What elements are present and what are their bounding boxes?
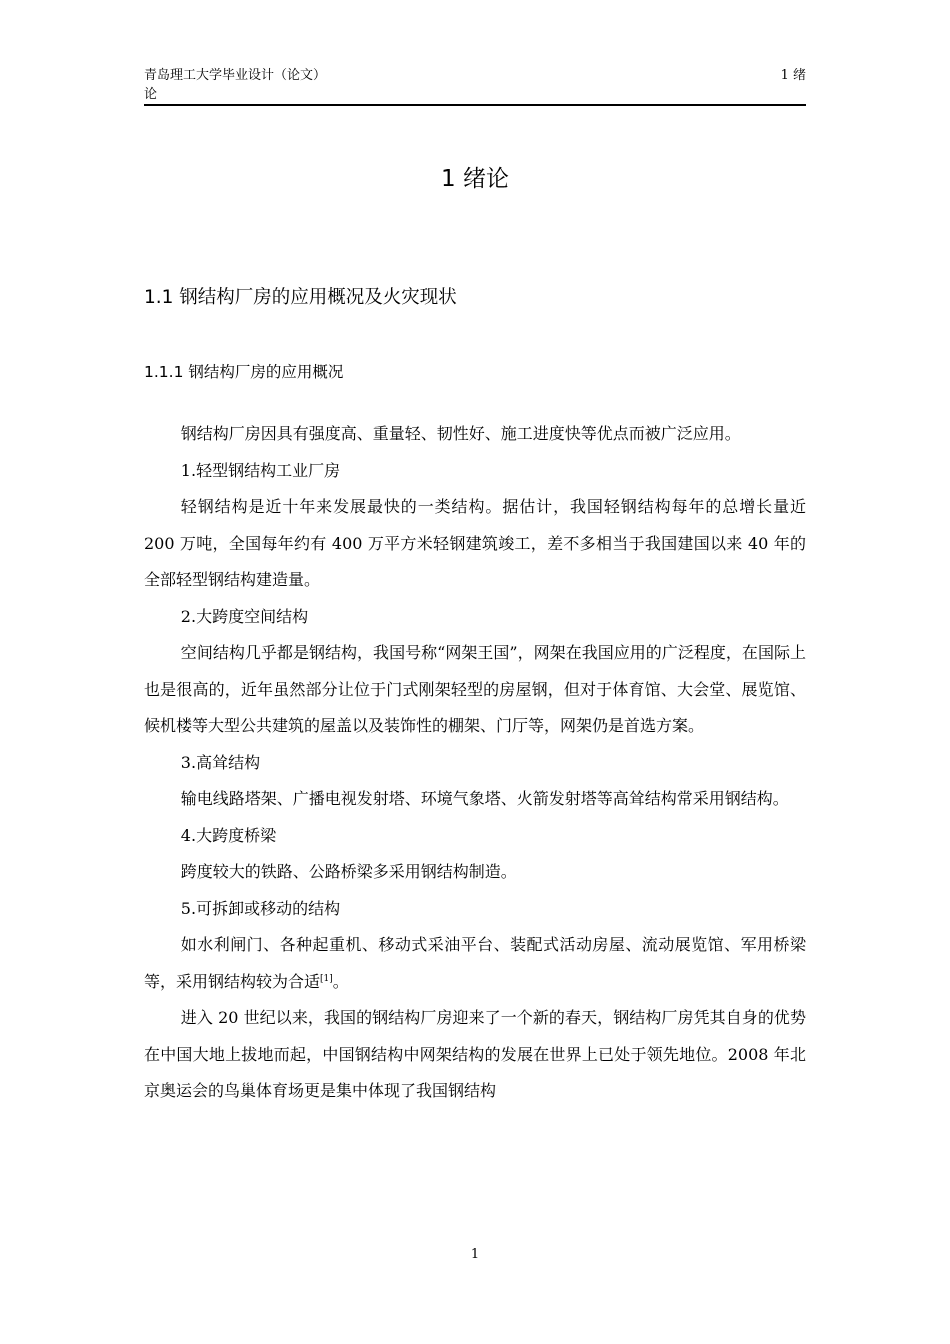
- citation-reference[interactable]: [1]: [320, 973, 333, 984]
- running-header-chapter: 1 绪: [780, 68, 806, 83]
- list-heading: 3.高耸结构: [180, 752, 261, 772]
- list-heading: 1.轻型钢结构工业厂房: [180, 460, 341, 480]
- paragraph: 空间结构几乎都是钢结构，我国号称“网架王国”，网架在我国应用的广泛程度，在国际上也是很高的，近年虽然部分让位于门式刚架轻型的房屋钢，但对于体育馆、大会堂、展览馆、候机楼等大型公共建筑的屋盖以及装饰性的棚架、门厅等，网架仍是首选方案。: [144, 643, 806, 735]
- page-number: 1: [470, 1247, 480, 1262]
- paragraph-end: 。: [332, 971, 349, 991]
- chapter-title: 1 绪论: [441, 166, 509, 192]
- paragraph: 轻钢结构是近十年来发展最快的一类结构。据估计，我国轻钢结构每年的总增长量近 200 万吨，全国每年约有 400 万平方米轻钢建筑竣工，差不多相当于我国建国以来 40 年的全部轻型钢结构建造量。: [144, 497, 806, 589]
- section-title: 1.1 钢结构厂房的应用概况及火灾现状: [144, 287, 457, 308]
- running-header-title: [144, 66, 374, 104]
- list-heading: 4.大跨度桥梁: [180, 825, 277, 845]
- paragraph: 进入 20 世纪以来，我国的钢结构厂房迎来了一个新的春天，钢结构厂房凭其自身的优势在中国大地上拔地而起，中国钢结构中网架结构的发展在世界上已处于领先地位。2008 年北京奥运会的鸟巢体育场更是集中体现了我国钢结构: [144, 1008, 806, 1100]
- header-wrap-text: 论: [144, 87, 158, 102]
- paragraph-with-citation: [144, 927, 806, 1000]
- body-text: [144, 416, 806, 1110]
- paragraph-text: 如水利闸门、各种起重机、移动式采油平台、装配式活动房屋、流动展览馆、军用桥梁等，采用钢结构较为合适: [144, 935, 806, 991]
- subsection-title: 1.1.1 钢结构厂房的应用概况: [144, 363, 344, 381]
- list-heading: 2.大跨度空间结构: [180, 606, 309, 626]
- header-divider: [144, 104, 806, 106]
- paragraph: 钢结构厂房因具有强度高、重量轻、韧性好、施工进度快等优点而被广泛应用。: [180, 424, 741, 443]
- header-left-text: 青岛理工大学毕业设计（论文）: [144, 68, 327, 83]
- list-heading: 5.可拆卸或移动的结构: [180, 898, 341, 918]
- paragraph: 输电线路塔架、广播电视发射塔、环境气象塔、火箭发射塔等高耸结构常采用钢结构。: [180, 789, 789, 808]
- paragraph: 跨度较大的铁路、公路桥梁多采用钢结构制造。: [180, 862, 517, 881]
